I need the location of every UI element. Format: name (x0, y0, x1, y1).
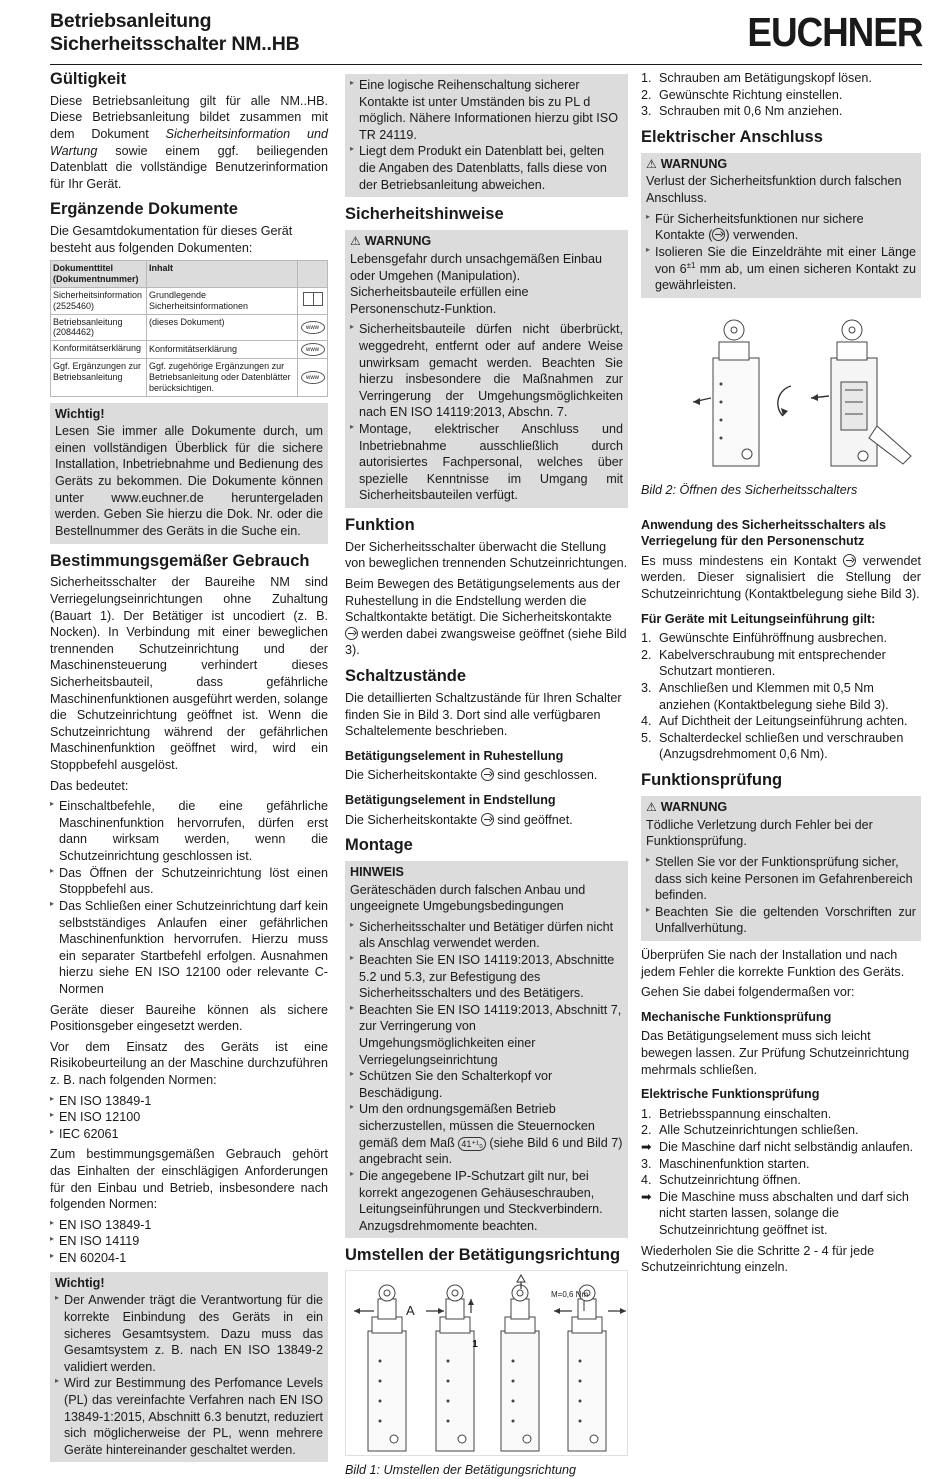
intended-use-p3: Geräte dieser Baureihe können als sichere Positionsgeber eingesetzt werden. (50, 1002, 328, 1034)
test-p2: Gehen Sie dabei folgendermaßen vor: (641, 985, 855, 1000)
intended-use-list1 (50, 798, 328, 997)
table-row: Ggf. Ergänzungen zur Betriebsanleitung Ggf. zugehörige Ergänzungen zur Betriebsanleitung oder Datenblätter berücksichtigen. www (51, 359, 328, 396)
heading-safety: Sicherheitshinweise (345, 205, 504, 224)
note-text: Geräteschäden durch falschen Anbau und ungeeignete Umgebungsbedingungen (350, 882, 586, 914)
rest-position-text: Die Sicherheitskontakte sind geschlossen. (345, 768, 598, 783)
warning-title: WARNUNG (660, 799, 728, 814)
documents-intro: Die Gesamtdokumentation für dieses Gerät besteht aus folgenden Dokumenten: (50, 224, 293, 255)
heading-intended-use: Bestimmungsgemäßer Gebrauch (50, 551, 310, 570)
table-header-title: Dokumenttitel (Dokumentnummer) (51, 261, 147, 288)
list-item: 4. Schutzeinrichtung öffnen. (641, 1173, 801, 1188)
figure-1-caption: Bild 1: Umstellen der Betätigungsrichtung (345, 1463, 577, 1478)
heading-end-position: Betätigungselement in Endstellung (345, 792, 556, 807)
end-position-text: Die Sicherheitskontakte sind geöffnet. (345, 812, 573, 827)
list-item: ➡ Die Maschine muss abschalten und darf sich nicht starten lassen, solange die Schutzeinrichtung geöffnet ist. (641, 1189, 909, 1238)
page-number: 1 (472, 1339, 478, 1350)
euchner-logo: EUCHNER (747, 9, 922, 55)
header-divider (50, 64, 922, 65)
warning-title: WARNUNG (660, 156, 728, 171)
safety-contact-icon (481, 768, 494, 781)
list-item: ▸ EN ISO 13849-1 (50, 1093, 328, 1110)
warning-title: WARNUNG (364, 234, 432, 249)
column-left (50, 70, 328, 1468)
www-icon: www (301, 321, 325, 334)
intended-use-list3 (50, 1217, 328, 1267)
mechanical-test-text: Das Betätigungselement muss sich leicht bewegen lassen. Zur Prüfung Schutzeinrichtung mehrmals schließen. (641, 1029, 910, 1077)
test-final: Wiederholen Sie die Schritte 2 - 4 für jede Schutzeinrichtung einzeln. (641, 1243, 875, 1275)
steps-list (641, 70, 921, 120)
important-title: Wichtig! (55, 1275, 105, 1290)
locking-text: Es muss mindestens ein Kontakt verwendet werden. Dieser signalisiert die Stellung der Schutzeinrichtung (Kontaktbelegung siehe Bild 3). (641, 553, 921, 601)
list-item: ▸ EN ISO 12100 (50, 1109, 328, 1126)
intended-use-p2: Das bedeutet: (50, 778, 129, 793)
figure-label-a: A (406, 1303, 415, 1319)
list-item: 2. Kabelverschraubung mit entsprechender Schutzart montieren. (641, 647, 886, 679)
arrow-right-icon: ➡ (641, 1189, 652, 1204)
list-item: ▸ Das Öffnen der Schutzeinrichtung löst einen Stoppbefehl aus. (50, 865, 328, 898)
intended-use-p4: Vor dem Einsatz des Geräts ist eine Risikobeurteilung an der Maschine durchzuführen z. B. nach folgenden Normen: (50, 1039, 328, 1087)
continued-box (345, 74, 628, 197)
list-item: 5. Schalterdeckel schließen und verschrauben (Anzugsdrehmoment 0,6 Nm). (641, 730, 904, 762)
list-item: ▸ Um den ordnungsgemäßen Betrieb sicherzustellen, müssen die Steuernocken gemäß dem Maß 41⁺¹₀ (siehe Bild 6 und Bild 7) angebracht sein. (350, 1101, 623, 1167)
important-title: Wichtig! (55, 406, 105, 421)
note-title: HINWEIS (350, 864, 404, 879)
list-item: 1. Schrauben am Betätigungskopf lösen. (641, 71, 872, 85)
function-p2: Beim Bewegen des Betätigungselements aus der Ruhestellung in die Endstellung werden die Schaltkontakte betätigt. Die Sicherheitskontakte werden dabei zwangsweise geöffnet (siehe Bild 3). (345, 577, 627, 658)
list-item: 4. Auf Dichtheit der Leitungseinführung achten. (641, 714, 908, 729)
heading-mechanical-test: Mechanische Funktionsprüfung (641, 1009, 832, 1024)
heading-locking: Anwendung des Sicherheitsschalters als Verriegelung für den Personenschutz (641, 517, 886, 549)
safety-contact-icon (345, 627, 358, 640)
header-title-line2: Sicherheitsschalter NM..HB (50, 32, 300, 55)
list-item: 3. Maschinenfunktion starten. (641, 1156, 810, 1171)
figure-label-torque: M=0,6 Nm (551, 1290, 589, 1300)
list-item: 1. Betriebsspannung einschalten. (641, 1106, 832, 1121)
list-item: 1. Gewünschte Einführöffnung ausbrechen. (641, 631, 888, 646)
column-right (641, 70, 921, 1280)
heading-electrical: Elektrischer Anschluss (641, 127, 823, 146)
intended-use-p5: Zum bestimmungsgemäßen Gebrauch gehört das Einhalten der einschlägigen Anforderungen für den Einbau und Betrieb, insbesondere nach folgenden Normen: (50, 1147, 328, 1212)
warning-text: Tödliche Verletzung durch Fehler bei der Funktionsprüfung. (646, 817, 873, 849)
figure-2-caption: Bild 2: Öffnen des Sicherheitsschalters (641, 482, 858, 497)
safety-contact-icon (481, 813, 494, 826)
heading-documents: Ergänzende Dokumente (50, 200, 238, 219)
header-title (50, 10, 299, 56)
documents-table (50, 260, 328, 396)
list-item: 3. Anschließen und Klemmen mit 0,5 Nm anziehen (Kontaktbelegung siehe Bild 3). (641, 681, 889, 712)
heading-mounting: Montage (345, 836, 413, 855)
important-box (50, 403, 328, 544)
list-item: ▸ Schützen Sie den Schalterkopf vor Beschädigung. (350, 1068, 623, 1101)
list-item: ▸ Das Schließen einer Schutzeinrichtung darf kein selbstständiges Anlaufen einer gefährlichen Maschinenfunktion hervorrufen. Hierzu muss ein separater Startbefehl erfolgen. Ausnahmen hierzu siehe EN ISO 12100 oder relevante C-Normen (50, 898, 328, 998)
list-item: ▸ Sicherheitsschalter und Betätiger dürfen nicht als Anschlag verwendet werden. (350, 919, 623, 952)
table-row: Konformitätserklärung Konformitätserklärung www (51, 341, 328, 359)
intended-use-list2 (50, 1093, 328, 1143)
warning-box (345, 230, 628, 508)
list-item: ▸ Sicherheitsbauteile dürfen nicht überbrückt, weggedreht, entfernt oder auf andere Weise unwirksam gemacht werden. Beachten Sie hierzu insbesondere die Maßnahmen zur Verringerung der Umgehungsmöglichkeiten nach EN ISO 14119:2013, Abschn. 7. (350, 321, 623, 421)
important-box-2 (50, 1272, 328, 1463)
note-box (345, 861, 628, 1238)
electrical-test-steps (641, 1106, 921, 1239)
list-item: ▸ Für Sicherheitsfunktionen nur sichere Kontakte ( ) verwenden. (646, 211, 916, 244)
safety-contact-icon (843, 554, 856, 567)
warning-icon: ⚠ (646, 156, 657, 171)
heading-electrical-test: Elektrische Funktionsprüfung (641, 1087, 820, 1102)
warning-box (641, 153, 921, 298)
heading-direction: Umstellen der Betätigungsrichtung (345, 1246, 621, 1265)
list-item: ▸ Stellen Sie vor der Funktionsprüfung sicher, dass sich keine Personen im Gefahrenbereich befinden. (646, 854, 916, 904)
function-p1: Der Sicherheitsschalter überwacht die Stellung von beweglichen trennenden Schutzeinrichtungen. (345, 539, 628, 571)
list-item: ▸ Beachten Sie EN ISO 14119:2013, Abschnitt 7, zur Verringerung von Umgehungsmöglichkeiten einer Verriegelungseinrichtung (350, 1002, 623, 1068)
warning-icon: ⚠ (646, 799, 657, 814)
list-item: ▸ Beachten Sie EN ISO 14119:2013, Abschnitte 5.2 und 5.3, zur Befestigung des Sicherheitsschalters und des Betätigers. (350, 952, 623, 1002)
list-item: ▸ Wird zur Bestimmung des Perfomance Levels (PL) das vereinfachte Verfahren nach EN ISO 13849-1:2015, Abschnitt 6.3 benutzt, reduziert sich möglicherweise der PL, wenn mehrere Geräte hintereinander geschaltet werden. (55, 1375, 323, 1458)
header-title-line1: Betriebsanleitung (50, 10, 212, 32)
warning-box (641, 796, 921, 941)
list-item: ▸ Eine logische Reihenschaltung sicherer Kontakte ist unter Umständen bis zu PL d möglich. Nähere Informationen hierzu gibt ISO TR 24119. (350, 77, 623, 143)
switch-opening-drawing (641, 306, 921, 476)
list-item: ▸ Montage, elektrischer Anschluss und Inbetriebnahme ausschließlich durch autorisiertes Fachpersonal, welches über spezielle Kenntnisse im Umgang mit Sicherheitsbauteilen verfügt. (350, 421, 623, 504)
switch-direction-drawing (346, 1271, 629, 1457)
list-item: ▸ Die angegebene IP-Schutzart gilt nur, bei korrekt angezogenen Gehäuseschrauben, Leitungseinführungen und Steckverbindern. Anzugsdrehmomente beachten. (350, 1168, 623, 1234)
list-item: ▸ EN 60204-1 (50, 1250, 328, 1267)
list-item: 3. Schrauben mit 0,6 Nm anziehen. (641, 104, 843, 119)
warning-icon: ⚠ (350, 234, 361, 249)
arrow-right-icon: ➡ (641, 1140, 652, 1155)
warning-text: Lebensgefahr durch unsachgemäßen Einbau oder Umgehen (Manipulation). Sicherheitsbauteile erfüllen eine Personenschutz-Funktion. (350, 251, 603, 316)
cable-steps (641, 630, 921, 763)
dimension-badge: 41⁺¹₀ (458, 1137, 486, 1151)
table-header-icon (298, 261, 328, 288)
column-middle (345, 70, 628, 1479)
list-item: ▸ Beachten Sie die geltenden Vorschriften zur Unfallverhütung. (646, 904, 916, 937)
heading-switching-states: Schaltzustände (345, 667, 467, 686)
list-item: ➡ Die Maschine darf nicht selbständig anlaufen. (641, 1140, 914, 1155)
table-row: Sicherheitsinformation (2525460) Grundlegende Sicherheitsinformationen (51, 288, 328, 315)
list-item: ▸ Der Anwender trägt die Verantwortung für die korrekte Einbindung des Geräts in ein sicheres Gesamtsystem. Dazu muss das Gesamtsystem z. B. nach EN ISO 13849-2 validiert werden. (55, 1292, 323, 1375)
important-text: Lesen Sie immer alle Dokumente durch, um einen vollständigen Überblick für die sichere Installation, Inbetriebnahme und Bedienung des Geräts zu bekommen. Die Dokumente können unter www.euchner.de heruntergeladen werden. Geben Sie hierzu die Dok. Nr. oder die Bestellnummer des Geräts in die Suche ein. (55, 424, 323, 538)
intended-use-p1: Sicherheitsschalter der Baureihe NM sind Verriegelungseinrichtungen ohne Zuhaltung (Bauart 1). Der Betätiger ist uncodiert (z. B. Nocken). In Verbindung mit einer beweglichen trennenden Schutzeinrichtung und der Maschinensteuerung verhindert dieses Sicherheitsbauteil, dass gefährliche Maschinenfunktionen ausgeführt werden, solange die Schutzeinrichtung geöffnet ist. Wenn die Schutzeinrichtung während der gefährlichen Maschinenfunktion geöffnet wird, wird ein Stoppbefehl ausgelöst. (50, 575, 328, 773)
list-item: ▸ Einschaltbefehle, die eine gefährliche Maschinenfunktion hervorrufen, dürfen erst dann wirksam werden, wenn die Schutzeinrichtung geschlossen ist. (50, 798, 328, 864)
list-item: 2. Gewünschte Richtung einstellen. (641, 87, 843, 102)
heading-rest-position: Betätigungselement in Ruhestellung (345, 748, 564, 763)
www-icon: www (301, 371, 325, 384)
list-item: ▸ Liegt dem Produkt ein Datenblatt bei, gelten die Angaben des Datenblatts, falls diese von der Betriebsanleitung abweichen. (350, 143, 623, 193)
book-icon (303, 292, 323, 306)
table-row: Betriebsanleitung (2084462) (dieses Dokument) www (51, 314, 328, 341)
heading-function: Funktion (345, 516, 415, 535)
list-item: ▸ IEC 62061 (50, 1126, 328, 1143)
figure-1-direction (345, 1270, 628, 1456)
validity-text: Diese Betriebsanleitung gilt für alle NM..HB. Diese Betriebsanleitung bildet zusammen mit dem Dokument Sicherheitsinformation und Wartung sowie einem ggf. beiliegenden Datenblatt die vollständige Benutzerinformation für Ihr Gerät. (50, 93, 328, 191)
list-item: ▸ EN ISO 14119 (50, 1233, 328, 1250)
figure-2-opening (641, 306, 921, 476)
heading-validity: Gültigkeit (50, 70, 127, 88)
list-item: 2. Alle Schutzeinrichtungen schließen. (641, 1123, 859, 1138)
table-header-content: Inhalt (147, 261, 298, 288)
safety-contact-icon (712, 228, 725, 241)
heading-function-test: Funktionsprüfung (641, 771, 783, 790)
list-item: ▸ Isolieren Sie die Einzeldrähte mit einer Länge von $6^{\pm 1}$ mm ab, um einen sicheren Kontakt zu gewährleisten. (646, 244, 916, 294)
list-item: ▸ EN ISO 13849-1 (50, 1217, 328, 1234)
heading-cable-entry: Für Geräte mit Leitungseinführung gilt: (641, 611, 876, 626)
states-p1: Die detaillierten Schaltzustände für Ihren Schalter finden Sie in Bild 3. Dort sind alle verfügbaren Schaltelemente beschrieben. (345, 690, 622, 739)
warning-text: Verlust der Sicherheitsfunktion durch falschen Anschluss. (646, 174, 902, 206)
www-icon: www (301, 343, 325, 356)
test-p1: Überprüfen Sie nach der Installation und nach jedem Fehler die korrekte Funktion des Geräts. (641, 947, 905, 979)
